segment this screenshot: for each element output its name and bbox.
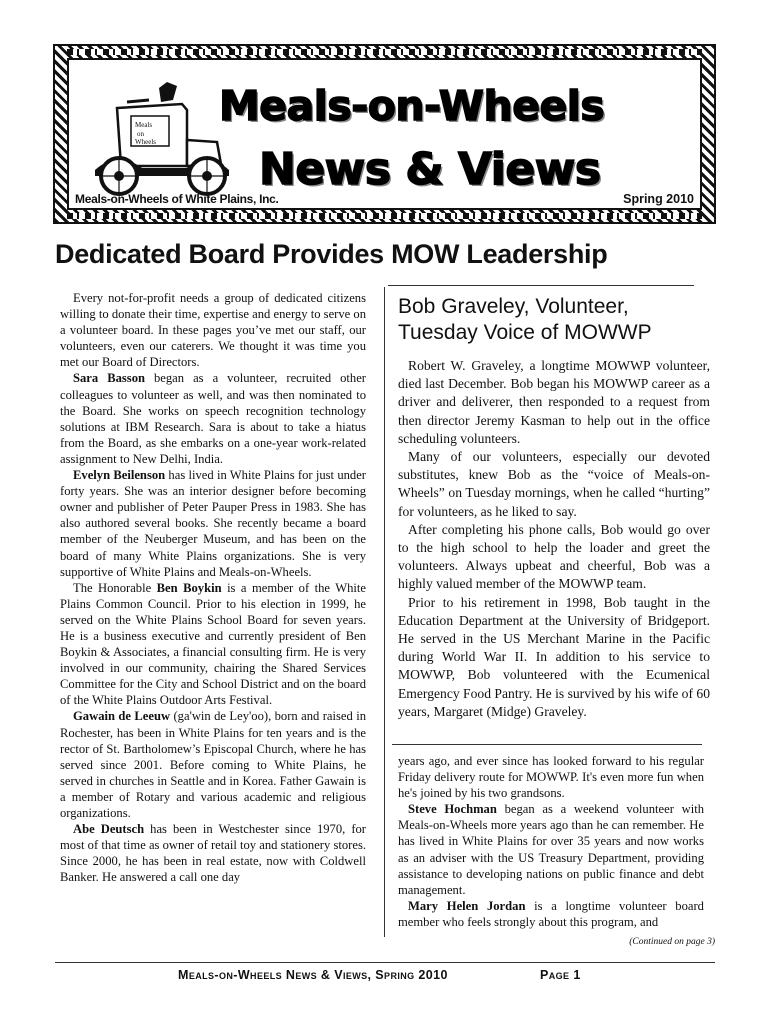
masthead bbox=[53, 44, 716, 224]
sidebar-paragraph: After completing his phone calls, Bob would go over to the high school to help the loader and greet the volunteers. Always upbeat and cheerful, Bob was a highly valued member of the MOWWP team. bbox=[398, 521, 710, 592]
board-article-right-column bbox=[398, 753, 704, 930]
sidebar-title: Bob Graveley, Volunteer, Tuesday Voice of MOWWP bbox=[398, 295, 652, 344]
masthead-title-line2: News & Views bbox=[259, 144, 601, 195]
article-paragraph: The Honorable Ben Boykin is a member of the White Plains Common Council. Prior to his election in 1999, he served on the White Plains School Board for seven years. He is a business executive and currently president of Ben Boykin & Associates, a financial consulting firm. He is very involved in our community, chairing the Shared Services Committee for the City and School District and on the board of the White Plains Outdoor Arts Festival. bbox=[60, 580, 367, 708]
article-paragraph: Steve Hochman began as a weekend volunteer with Meals-on-Wheels more years ago than he can remember. He has lived in White Plains for over 35 years and now works as an adviser with the US Treasury Department, providing assistance to developing nations on public finance and debt management. bbox=[398, 802, 704, 897]
sidebar-paragraph: Many of our volunteers, especially our devoted substitutes, knew Bob as the “voice of Meals-on-Wheels” on Tuesday mornings, when he called “hurting” for volunteers, as he liked to say. bbox=[398, 449, 710, 519]
issue-date: Spring 2010 bbox=[623, 192, 694, 206]
board-member-name: Steve Hochman bbox=[408, 802, 497, 817]
sidebar-bottom-rule bbox=[392, 744, 702, 745]
board-member-name: Evelyn Beilenson bbox=[73, 468, 166, 483]
article-paragraph: years ago, and ever since has looked forward to his regular Friday delivery route for MOWWP. It's even more fun when he's joined by his two grandsons. bbox=[398, 754, 704, 801]
article-paragraph: Evelyn Beilenson has lived in White Plains for just under forty years. She was an interior designer before becoming owner and publisher of Peter Pauper Press in 1983. She has also authored several books. She recently became a board member of the Neuberger Museum, and has been on the board of many White Plains organizations. She is very supportive of White Plains and Meals-on-Wheels. bbox=[60, 468, 366, 579]
sidebar-paragraph: Robert W. Graveley, a longtime MOWWP volunteer, died last December. Bob began his MOWWP career as a driver and deliverer, then responded to a request from then director Jeremy Kasman to help out in the office scheduling volunteers. bbox=[398, 358, 710, 446]
masthead-panel bbox=[67, 58, 702, 210]
board-member-name: Gawain de Leeuw bbox=[73, 709, 171, 724]
vine-border-top bbox=[67, 49, 702, 55]
page-number: Page 1 bbox=[540, 968, 581, 982]
article-paragraph: Mary Helen Jordan is a longtime volunteer board member who feels strongly about this program, and bbox=[398, 898, 704, 929]
board-member-name: Mary Helen Jordan bbox=[408, 898, 526, 913]
masthead-title-line1: Meals-on-Wheels bbox=[219, 82, 605, 130]
footer-title: Meals-on-Wheels News & Views, Spring 2010 bbox=[178, 968, 448, 982]
svg-text:Meals: Meals bbox=[135, 121, 153, 129]
sidebar-paragraph: Prior to his retirement in 1998, Bob taught in the Education Department at the University of Bridgeport. He served in the US Merchant Marine in the Pacific during World War II. In addition to his service to MOWWP, Bob volunteered with the Ecumenical Emergency Food Pantry. He is survived by his wife of 60 years, Margaret (Midge) Graveley. bbox=[398, 594, 710, 719]
column-divider bbox=[384, 287, 385, 937]
article-paragraph: Abe Deutsch has been in Westchester since 1970, for most of that time as owner of retail toy and stationery stores. Since 2000, he has been in real estate, now with Coldwell Banker. He answered a call one day bbox=[60, 822, 367, 885]
footer-rule bbox=[55, 962, 715, 963]
vintage-car-icon bbox=[87, 80, 237, 200]
sidebar-article bbox=[398, 357, 710, 721]
page-headline: Dedicated Board Provides MOW Leadership bbox=[55, 239, 608, 269]
article-paragraph: Sara Basson began as a volunteer, recruited other colleagues to volunteer as well, and was then nominated to the Board. She works on speech recognition technology solutions at IBM Research. Sara is about to take a hiatus from the Board, as she embarks on a one-year work-related assignment to New Delhi, India. bbox=[60, 371, 366, 466]
board-member-name: Ben Boykin bbox=[156, 580, 222, 595]
board-member-name: Sara Basson bbox=[73, 371, 145, 386]
svg-text:Wheels: Wheels bbox=[135, 138, 156, 146]
article-paragraph: Every not-for-profit needs a group of dedicated citizens willing to donate their time, expertise and energy to serve on a volunteer board. In these pages you’ve met our staff, our volunteers, even our caterers. We thought it was time you met our Board of Directors. bbox=[60, 291, 366, 370]
continued-note: (Continued on page 3) bbox=[629, 937, 715, 947]
board-member-name: Abe Deutsch bbox=[73, 822, 145, 837]
svg-text:on: on bbox=[137, 130, 144, 138]
board-article-left-column bbox=[60, 290, 366, 885]
sidebar-top-rule bbox=[388, 285, 694, 286]
article-paragraph: Gawain de Leeuw (ga'win de Ley'oo), born and raised in Rochester, has been in White Plains for ten years and is the rector of St. Bartholomew’s Episcopal Church, where he has served since 2001. Before coming to White Plains, he served in churches in Seattle and in Korea. Father Gawain is a member of Rotary and various academic and religious organizations. bbox=[60, 709, 366, 820]
vine-border-bottom bbox=[67, 213, 702, 219]
organization-name: Meals-on-Wheels of White Plains, Inc. bbox=[75, 192, 279, 206]
